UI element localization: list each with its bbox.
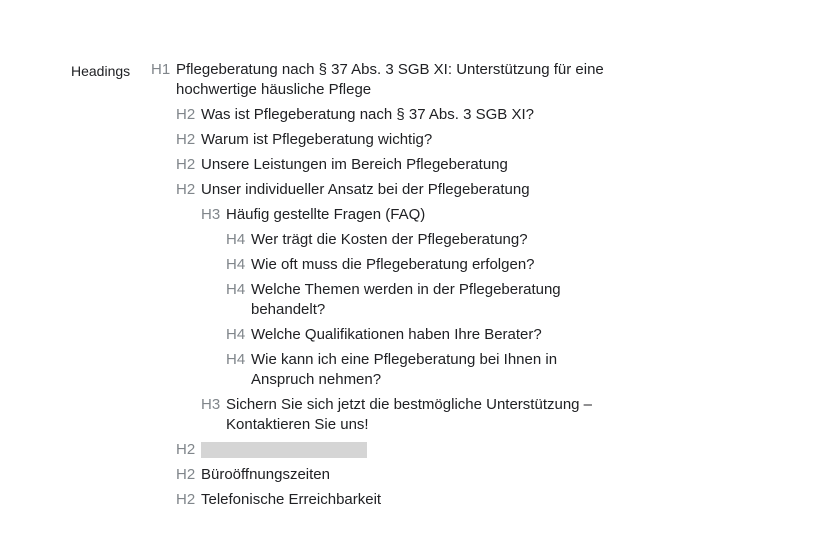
heading-text: Häufig gestellte Fragen (FAQ): [226, 206, 426, 223]
heading-level-tag: H2: [176, 441, 196, 458]
heading-level-tag: H1: [151, 61, 171, 78]
heading-text: Unser individueller Ansatz bei der Pflegeberatung: [201, 181, 530, 198]
heading-level-tag: H3: [201, 396, 221, 413]
heading-item-h1: [151, 60, 611, 100]
heading-item-h3: [151, 205, 611, 225]
heading-level-tag: H2: [176, 491, 196, 508]
heading-level-tag: H2: [176, 156, 196, 173]
redacted-heading-text: [201, 442, 367, 458]
heading-text: Welche Themen werden in der Pflegeberatung behandelt?: [251, 281, 561, 318]
heading-text: Wer trägt die Kosten der Pflegeberatung?: [251, 231, 528, 248]
heading-item-h2: [151, 440, 611, 460]
heading-item-h2: [151, 155, 611, 175]
heading-level-tag: H4: [226, 256, 246, 273]
heading-item-h2: [151, 465, 611, 485]
heading-level-tag: H4: [226, 326, 246, 343]
heading-level-tag: H2: [176, 131, 196, 148]
heading-text: Welche Qualifikationen haben Ihre Berater?: [251, 326, 542, 343]
heading-level-tag: H2: [176, 181, 196, 198]
heading-text: Sichern Sie sich jetzt die bestmögliche Unterstützung – Kontaktieren Sie uns!: [226, 396, 593, 433]
heading-level-tag: H4: [226, 281, 246, 298]
heading-item-h2: [151, 180, 611, 200]
heading-text: Unsere Leistungen im Bereich Pflegeberatung: [201, 156, 508, 173]
heading-text: Warum ist Pflegeberatung wichtig?: [201, 131, 433, 148]
heading-text: Was ist Pflegeberatung nach § 37 Abs. 3 SGB XI?: [201, 106, 534, 123]
heading-level-tag: H2: [176, 106, 196, 123]
heading-outline: [151, 60, 611, 515]
heading-item-h4: [151, 280, 611, 320]
heading-text: Telefonische Erreichbarkeit: [201, 491, 382, 508]
heading-item-h2: [151, 490, 611, 510]
heading-item-h2: [151, 105, 611, 125]
heading-level-tag: H4: [226, 351, 246, 368]
headings-section-label: Headings: [71, 63, 131, 79]
heading-item-h3: [151, 395, 611, 435]
heading-item-h4: [151, 350, 611, 390]
heading-item-h4: [151, 255, 611, 275]
heading-text: Pflegeberatung nach § 37 Abs. 3 SGB XI: Unterstützung für eine hochwertige häusliche Pflege: [176, 61, 604, 98]
heading-level-tag: H2: [176, 466, 196, 483]
heading-item-h4: [151, 230, 611, 250]
heading-text: Büroöffnungszeiten: [201, 466, 330, 483]
heading-item-h4: [151, 325, 611, 345]
heading-level-tag: H3: [201, 206, 221, 223]
heading-level-tag: H4: [226, 231, 246, 248]
heading-text: Wie oft muss die Pflegeberatung erfolgen?: [251, 256, 535, 273]
heading-text: Wie kann ich eine Pflegeberatung bei Ihnen in Anspruch nehmen?: [251, 351, 558, 388]
heading-item-h2: [151, 130, 611, 150]
